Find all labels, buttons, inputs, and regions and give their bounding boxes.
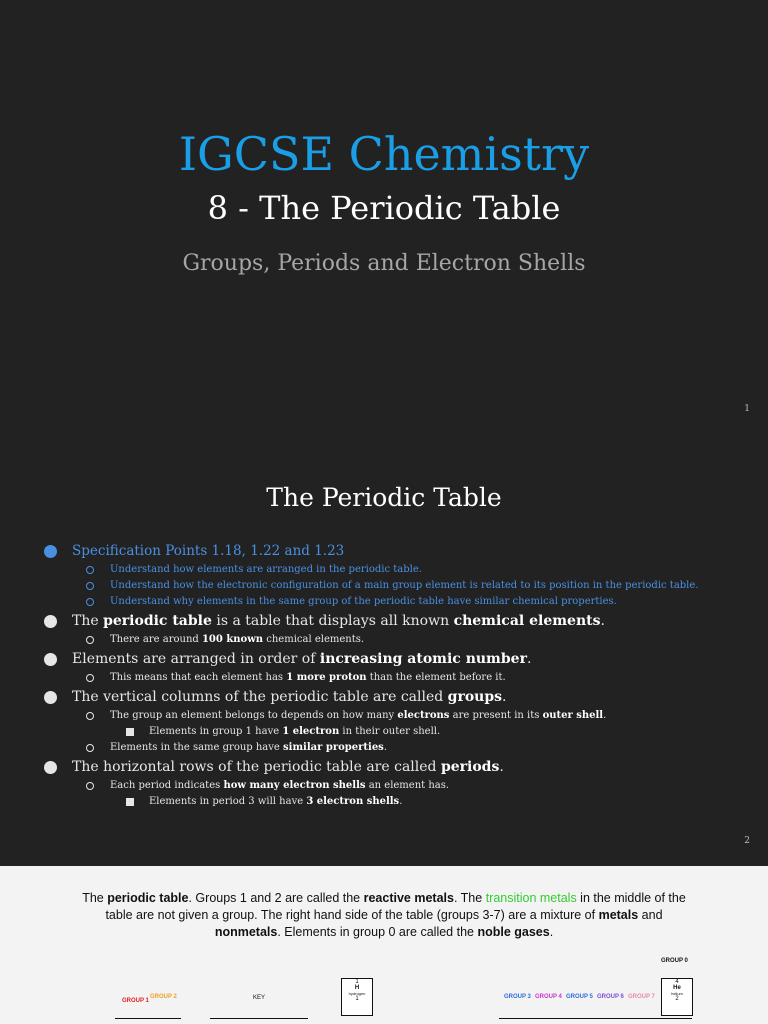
sub-sub-bullet: Elements in period 3 will have 3 electron shells. — [0, 794, 768, 810]
bullet-dot-icon — [44, 545, 57, 558]
group-3-label: GROUP 3 — [504, 994, 531, 1000]
ring-bullet-icon — [86, 598, 94, 606]
bullet-periodic-table: The periodic table is a table that displays all known chemical elements. — [0, 610, 768, 632]
sub-bullet: This means that each element has 1 more proton than the element before it. — [0, 670, 768, 686]
key-label: KEY — [253, 995, 266, 1001]
sub-bullet: The group an element belongs to depends on how many electrons are present in its outer shell. — [0, 708, 768, 724]
spec-item: Understand why elements in the same group of the periodic table have similar chemical properties. — [0, 594, 768, 610]
sub-bullet: Each period indicates how many electron shells an element has. — [0, 778, 768, 794]
spec-item: Understand how the electronic configuration of a main group element is related to its position in the periodic table. — [0, 578, 768, 594]
ring-bullet-icon — [86, 582, 94, 590]
group-6-label: GROUP 6 — [597, 994, 624, 1000]
group-0-label: GROUP 0 — [661, 958, 688, 964]
page-number: 2 — [744, 836, 750, 846]
ring-bullet-icon — [86, 744, 94, 752]
bullet-dot-icon — [44, 615, 57, 628]
ring-bullet-icon — [86, 566, 94, 574]
bullet-dot-icon — [44, 691, 57, 704]
bullet-atomic-number: Elements are arranged in order of increasing atomic number. — [0, 648, 768, 670]
sub-sub-bullet: Elements in group 1 have 1 electron in their outer shell. — [0, 724, 768, 740]
spec-item: Understand how elements are arranged in the periodic table. — [0, 562, 768, 578]
group-4-label: GROUP 4 — [535, 994, 562, 1000]
bullet-list — [0, 540, 768, 810]
table-row-edge — [115, 1018, 181, 1019]
group-1-label: GROUP 1 — [122, 998, 149, 1004]
slide-subtitle: 8 - The Periodic Table — [207, 189, 561, 227]
table-row-edge — [499, 1018, 692, 1019]
intro-paragraph: The periodic table. Groups 1 and 2 are called the reactive metals. The transition metals in the middle of the table are not given a group. The right hand side of the table (groups 3-7) are a mixture of metals and nonmetals. Elements in group 0 are called the noble gases. — [82, 891, 686, 939]
slide-title: IGCSE Chemistry — [178, 127, 590, 181]
square-bullet-icon — [126, 728, 134, 736]
bullet-groups: The vertical columns of the periodic table are called groups. — [0, 686, 768, 708]
group-5-label: GROUP 5 — [566, 994, 593, 1000]
periodic-table-slide — [0, 866, 768, 1024]
ring-bullet-icon — [86, 636, 94, 644]
square-bullet-icon — [126, 798, 134, 806]
title-slide — [0, 0, 768, 432]
bullet-periods: The horizontal rows of the periodic table are called periods. — [0, 756, 768, 778]
ring-bullet-icon — [86, 674, 94, 682]
ring-bullet-icon — [86, 782, 94, 790]
spec-heading: Specification Points 1.18, 1.22 and 1.23 — [0, 540, 768, 562]
bullet-dot-icon — [44, 653, 57, 666]
slide-tagline: Groups, Periods and Electron Shells — [182, 251, 586, 276]
helium-cell: 4 He helium 2 — [661, 978, 693, 1016]
ring-bullet-icon — [86, 712, 94, 720]
bullet-dot-icon — [44, 761, 57, 774]
page-number: 1 — [744, 404, 750, 414]
group-2-label: GROUP 2 — [150, 994, 177, 1000]
sub-bullet: Elements in the same group have similar properties. — [0, 740, 768, 756]
slide-heading: The Periodic Table — [266, 483, 502, 512]
hydrogen-cell: 1 H hydrogen 1 — [341, 978, 373, 1016]
key-box-edge — [210, 1018, 308, 1019]
group-7-label: GROUP 7 — [628, 994, 655, 1000]
sub-bullet: There are around 100 known chemical elements. — [0, 632, 768, 648]
content-slide — [0, 432, 768, 866]
